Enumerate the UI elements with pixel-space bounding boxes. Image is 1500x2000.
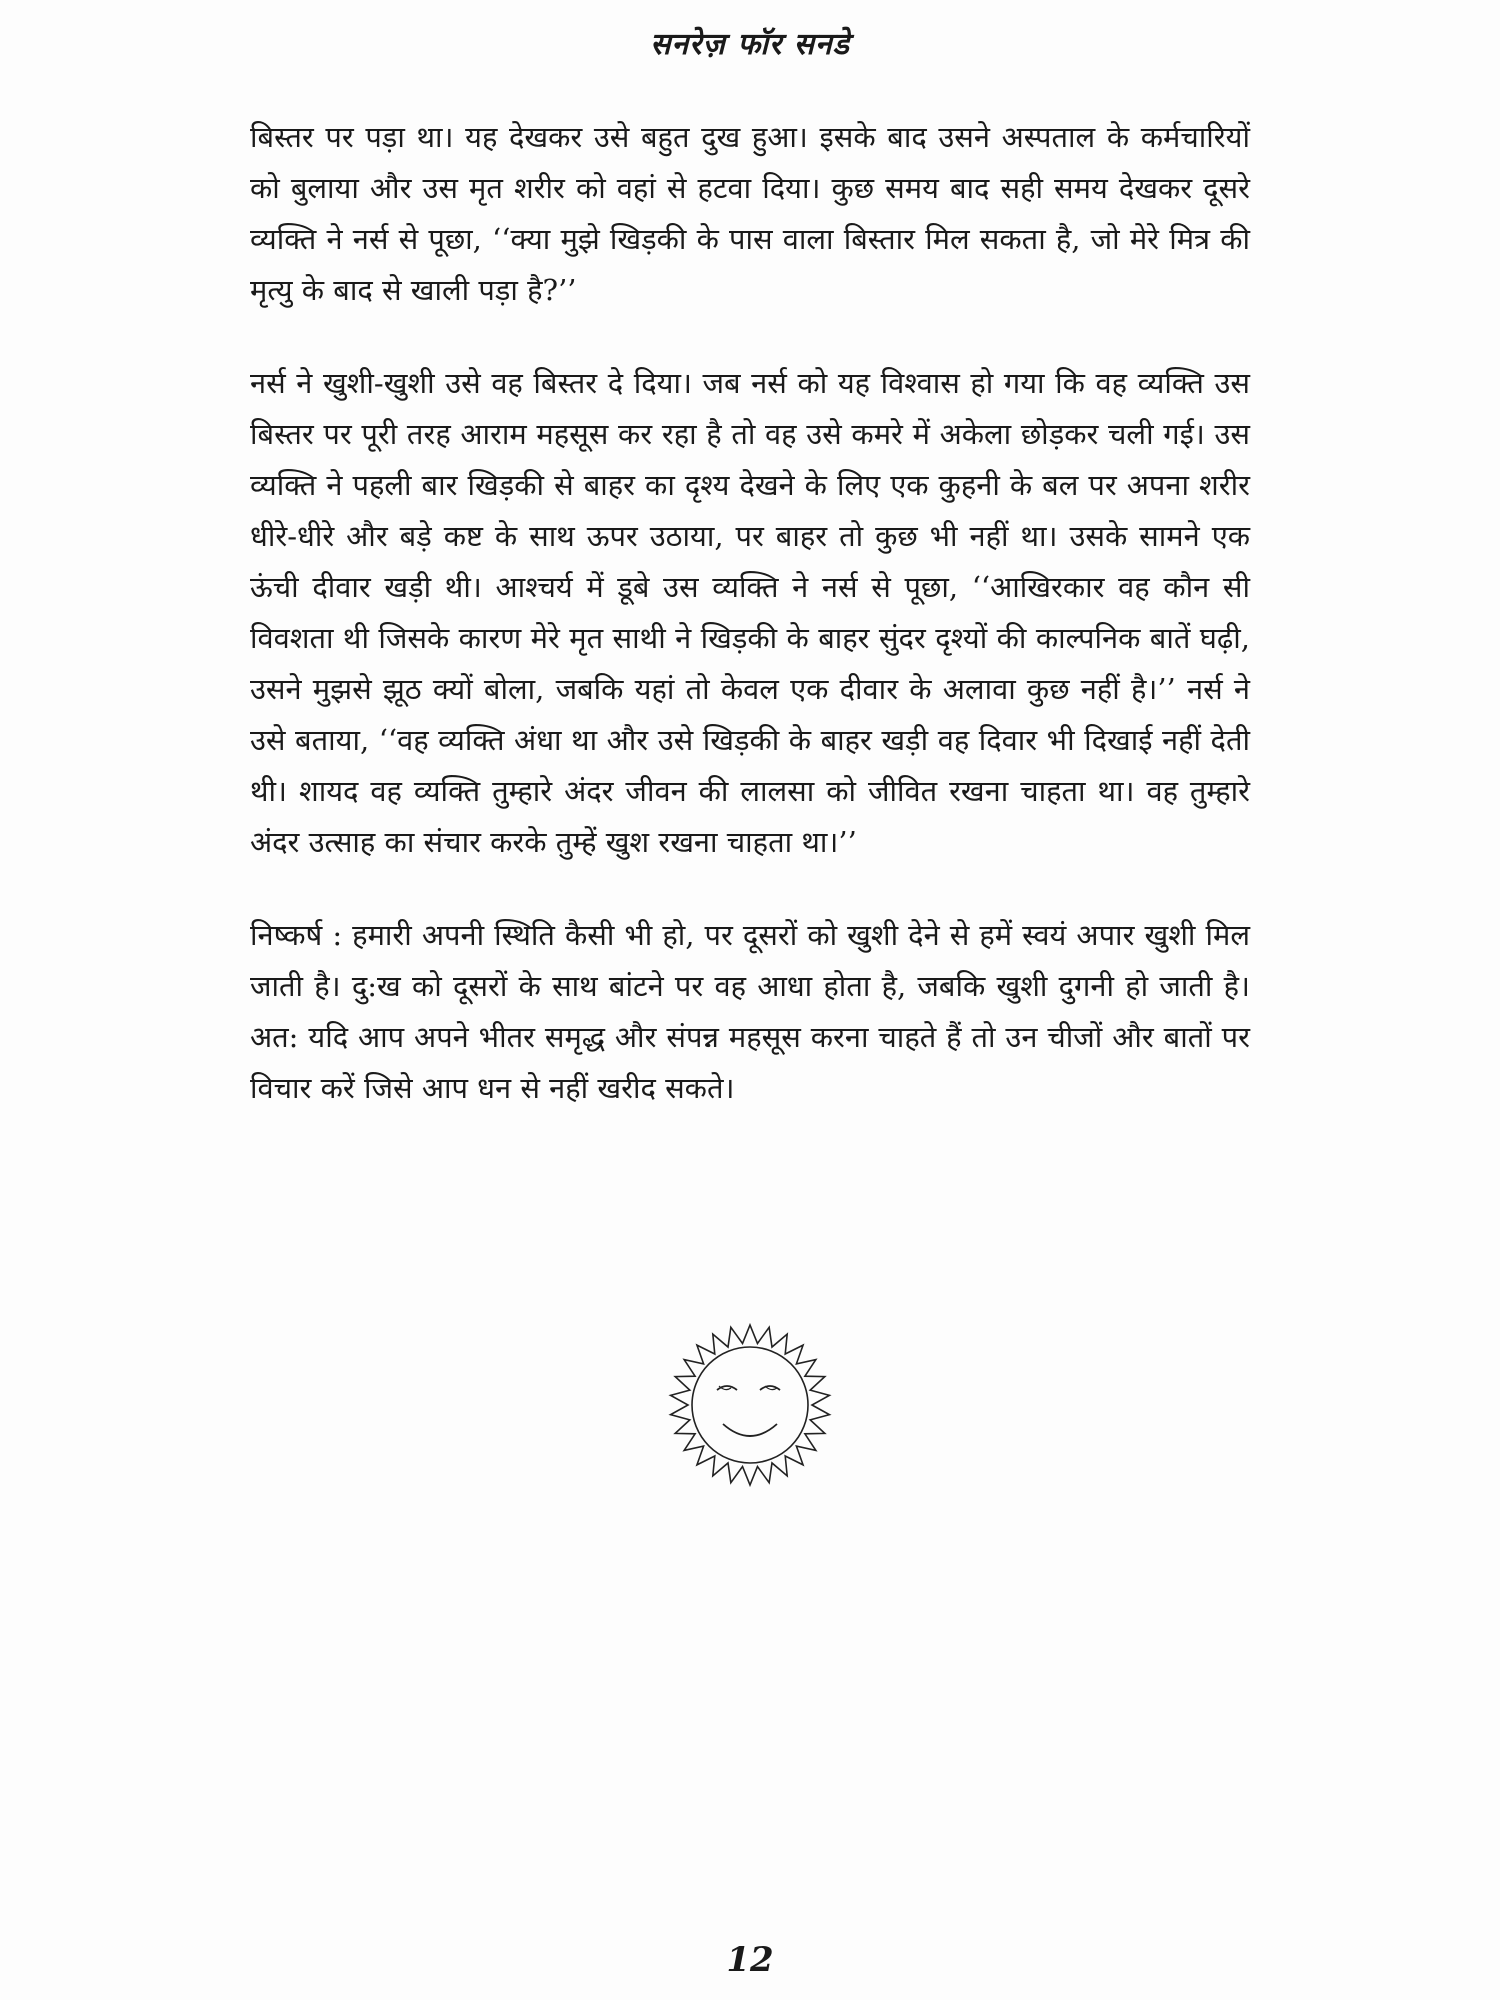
sun-ray-zigzag bbox=[671, 1325, 830, 1485]
sun-rays bbox=[671, 1325, 830, 1485]
conclusion-paragraph bbox=[250, 910, 1250, 1114]
smiling-sun-icon bbox=[665, 1320, 835, 1490]
running-header-title: सनरेज़ फॉर सनडे bbox=[650, 27, 850, 62]
conclusion-label: निष्कर्ष : bbox=[250, 918, 343, 952]
sun-face-outline bbox=[692, 1347, 808, 1463]
paragraph-2: नर्स ने खुशी-खुशी उसे वह बिस्तर दे दिया। जब नर्स को यह विश्वास हो गया कि वह व्यक्ति उस बिस्तर पर पूरी तरह आराम महसूस कर रहा है तो वह उसे कमरे में अकेला छोड़कर चली गई। उस व्यक्ति ने पहली बार खिड़की से बाहर का दृश्य देखने के लिए एक कुहनी के बल पर अपना शरीर धीरे-धीरे और बड़े कष्ट के साथ ऊपर उठाया, पर बाहर तो कुछ भी नहीं था। उसके सामने एक ऊंची दीवार खड़ी थी। आश्चर्य में डूबे उस व्यक्ति ने नर्स से पूछा, ‘‘आखिरकार वह कौन सी विवशता थी जिसके कारण मेरे मृत साथी ने खिड़की के बाहर सुंदर दृश्यों की काल्पनिक बातें घढ़ी, उसने मुझसे झूठ क्यों बोला, जबकि यहां तो केवल एक दीवार के अलावा कुछ नहीं है।’’ नर्स ने उसे बताया, ‘‘वह व्यक्ति अंधा था और उसे खिड़की के बाहर खड़ी वह दिवार भी दिखाई नहीं देती थी। शायद वह व्यक्ति तुम्हारे अंदर जीवन की लालसा को जीवित रखना चाहता था। वह तुम्हारे अंदर उत्साह का संचार करके तुम्हें खुश रखना चाहता था।’’ bbox=[250, 366, 1250, 859]
smile bbox=[723, 1424, 777, 1436]
page-number: 12 bbox=[726, 1940, 774, 1980]
paragraph-1: बिस्तर पर पड़ा था। यह देखकर उसे बहुत दुख हुआ। इसके बाद उसने अस्पताल के कर्मचारियों को बुलाया और उस मृत शरीर को वहां से हटवा दिया। कुछ समय बाद सही समय देखकर दूसरे व्यक्ति ने नर्स से पूछा, ‘‘क्या मुझे खिड़की के पास वाला बिस्तार मिल सकता है, जो मेरे मित्र की मृत्यु के बाद से खाली पड़ा है?’’ bbox=[250, 120, 1250, 307]
conclusion-text: हमारी अपनी स्थिति कैसी भी हो, पर दूसरों को खुशी देने से हमें स्वयं अपार खुशी मिल जाती है। दु:ख को दूसरों के साथ बांटने पर वह आधा होता है, जबकि खुशी दुगनी हो जाती है। अत: यदि आप अपने भीतर समृद्ध और संपन्न महसूस करना चाहते हैं तो उन चीजों और बातों पर विचार करें जिसे आप धन से नहीं खरीद सकते। bbox=[250, 918, 1250, 1105]
body-text bbox=[250, 112, 1250, 1156]
